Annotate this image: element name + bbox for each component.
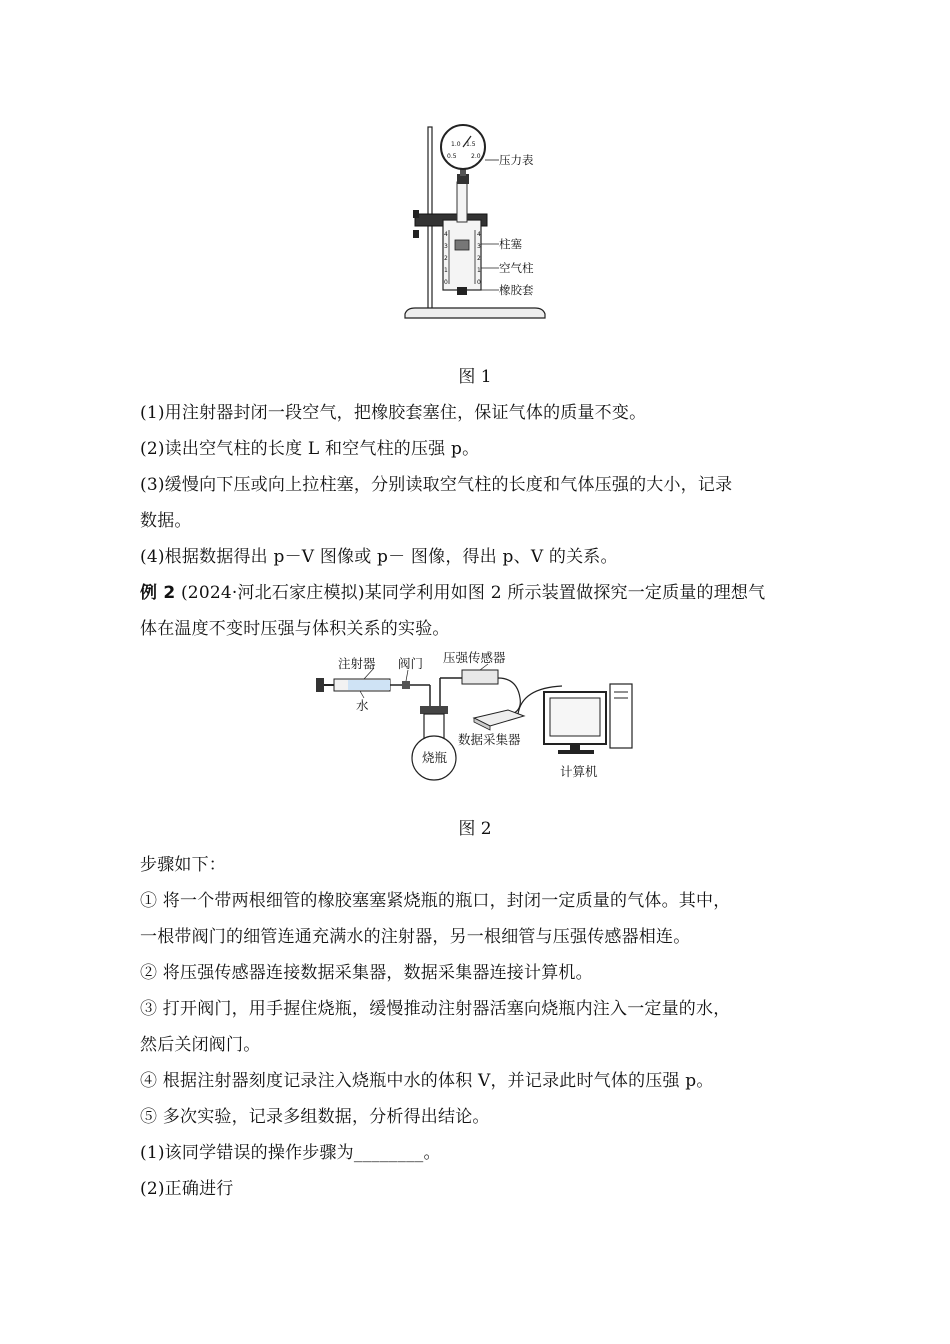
figure-1-caption: 图 1: [458, 367, 492, 387]
gauge-tick-label: 1.5: [466, 141, 476, 148]
step-text: 然后关闭阀门。: [140, 1035, 261, 1055]
example-text: 某同学利用如图 2 所示装置做探究一定质量的理想气: [364, 583, 766, 603]
example-heading: [140, 578, 820, 603]
label-syringe: 注射器: [338, 656, 376, 671]
step-text: (3)缓慢向下压或向上拉柱塞，分别读取空气柱的长度和气体压强的大小，记录: [140, 475, 733, 495]
label-computer: 计算机: [560, 764, 598, 779]
gauge-tick-label: 2.0: [471, 153, 481, 160]
label-data-collector: 数据采集器: [458, 732, 521, 747]
step-text: (2)读出空气柱的长度 L 和空气柱的压强 p。: [140, 439, 480, 459]
label-flask: 烧瓶: [422, 750, 448, 765]
scale-tick-label: 2: [477, 255, 481, 262]
scale-tick-label: 1: [477, 267, 481, 274]
scale-tick-label: 1: [444, 267, 448, 274]
steps-intro: 步骤如下：: [140, 855, 226, 875]
example-label: 例 2: [140, 583, 176, 603]
label-water: 水: [356, 698, 369, 713]
scale-tick-label: 4: [477, 231, 481, 238]
step-text: ④ 根据注射器刻度记录注入烧瓶中水的体积 V，并记录此时气体的压强 p。: [140, 1071, 714, 1091]
figure-2-caption: 图 2: [458, 819, 492, 839]
question-text: (2)正确进行: [140, 1179, 234, 1199]
step-text: ③ 打开阀门，用手握住烧瓶，缓慢推动注射器活塞向烧瓶内注入一定量的水，: [140, 999, 731, 1019]
scale-tick-label: 3: [477, 243, 481, 250]
step-text: (4)根据数据得出 p－V 图像或 p－ 图像，得出 p、V 的关系。: [140, 547, 618, 567]
step-text: ① 将一个带两根细管的橡胶塞塞紧烧瓶的瓶口，封闭一定质量的气体。其中，: [140, 891, 731, 911]
step-text: 数据。: [140, 511, 192, 531]
scale-tick-label: 0: [444, 279, 448, 286]
example-source: (2024·河北石家庄模拟): [180, 583, 365, 603]
figure-2-apparatus: [312, 648, 640, 786]
gauge-tick-label: 1.0: [451, 141, 461, 148]
label-air-column: 空气柱: [499, 261, 534, 275]
example-text-continued: 体在温度不变时压强与体积关系的实验。: [140, 619, 450, 639]
step-text: 一根带阀门的细管连通充满水的注射器，另一根细管与压强传感器相连。: [140, 927, 691, 947]
gauge-tick-label: 0.5: [447, 153, 457, 160]
label-valve: 阀门: [398, 656, 424, 671]
figure-1-apparatus: [395, 122, 565, 327]
label-pressure-sensor: 压强传感器: [443, 650, 506, 665]
label-pressure-gauge: 压力表: [499, 153, 534, 167]
question-text: (1)该同学错误的操作步骤为________。: [140, 1143, 441, 1163]
step-text: ② 将压强传感器连接数据采集器，数据采集器连接计算机。: [140, 963, 593, 983]
step-text: ⑤ 多次实验，记录多组数据，分析得出结论。: [140, 1107, 490, 1127]
step-text: (1)用注射器封闭一段空气，把橡胶套塞住，保证气体的质量不变。: [140, 403, 647, 423]
label-plunger: 柱塞: [499, 237, 522, 251]
scale-tick-label: 0: [477, 279, 481, 286]
label-rubber-cap: 橡胶套: [499, 283, 534, 297]
scale-tick-label: 2: [444, 255, 448, 262]
scale-tick-label: 3: [444, 243, 448, 250]
scale-tick-label: 4: [444, 231, 448, 238]
